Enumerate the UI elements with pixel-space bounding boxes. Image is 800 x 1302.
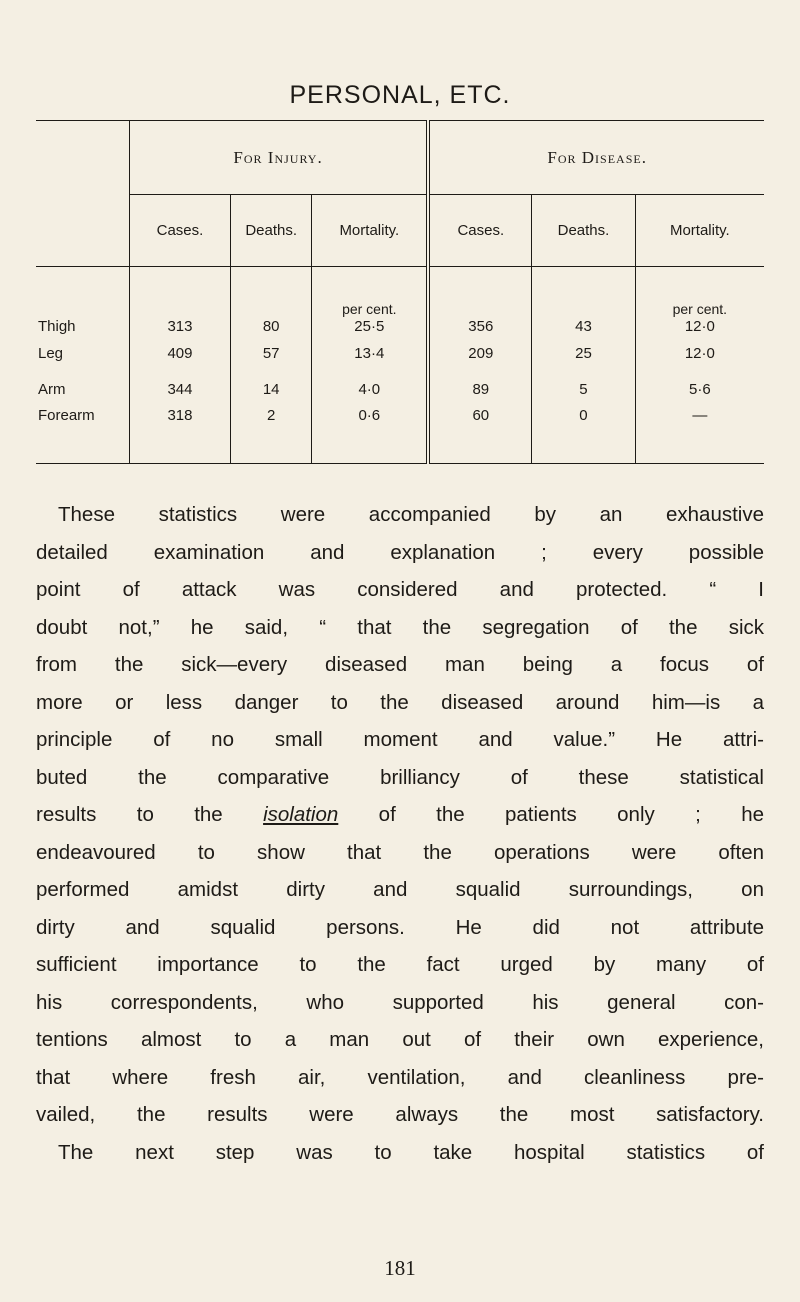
injury-cases-cell: 318 — [129, 407, 230, 464]
row-label: Forearm — [36, 407, 129, 464]
italic-emphasis: isolation — [263, 803, 339, 826]
group-header-disease: For Disease. — [428, 121, 764, 195]
col-header-disease-deaths: Deaths. — [532, 195, 635, 267]
text-line — [36, 796, 764, 834]
disease-cases-cell: 60 — [428, 407, 531, 464]
table-row — [36, 267, 764, 336]
injury-deaths-cell: 14 — [231, 371, 312, 407]
injury-deaths-cell: 2 — [231, 407, 312, 464]
body-paragraph — [36, 496, 764, 1171]
running-head: PERSONAL, ETC. — [289, 81, 511, 109]
text-line: The next step was to take hospital statistics of — [58, 1140, 764, 1164]
text-line: more or less danger to the diseased around him—is a — [36, 690, 764, 714]
row-label: Leg — [38, 344, 64, 362]
disease-cases-cell: 356 — [428, 267, 531, 336]
disease-deaths-cell: 5 — [532, 371, 635, 407]
text-line: point of attack was considered and protected. “ I — [36, 578, 764, 601]
disease-deaths-cell: 25 — [532, 335, 635, 371]
text-line: that where fresh air, ventilation, and cleanliness pre- — [36, 1065, 764, 1089]
injury-cases-cell: 313 — [129, 267, 230, 336]
disease-cases-cell: 89 — [428, 371, 531, 407]
injury-mortality-cell: 13·4 — [312, 335, 429, 371]
col-header-disease-cases: Cases. — [428, 195, 531, 267]
col-header-injury-deaths: Deaths. — [231, 195, 312, 267]
injury-mortality-cell: 4·0 — [312, 371, 429, 407]
text-line: performed amidst dirty and squalid surroundings, on — [36, 878, 764, 901]
row-label: Arm — [38, 380, 66, 398]
row-label: Thigh — [38, 318, 76, 335]
stub-header-cell — [36, 121, 129, 195]
text-line: vailed, the results were always the most satisfactory. — [36, 1103, 764, 1126]
injury-mortality-cell: 0·6 — [312, 407, 429, 464]
col-header-disease-mortality: Mortality. — [635, 195, 764, 267]
page-number: 181 — [384, 1256, 416, 1280]
unit-label: per cent. — [672, 301, 728, 317]
disease-mortality-cell: 12·0 — [684, 344, 715, 362]
table-row — [36, 335, 764, 371]
stub-header-cell — [36, 195, 129, 267]
injury-mortality-value: 25·5 — [354, 318, 385, 335]
text-line: his correspondents, who supported his general con- — [36, 990, 764, 1014]
text-line: from the sick—every diseased man being a focus of — [36, 653, 764, 676]
text-line: These statistics were accompanied by an exhaustive — [58, 503, 764, 526]
disease-mortality-cell: 5·6 — [688, 380, 711, 398]
disease-deaths-cell: 0 — [532, 407, 635, 464]
text-line: doubt not,” he said, “ that the segregation of the sick — [36, 615, 764, 639]
disease-mortality-value: 12·0 — [684, 318, 715, 335]
text-line: endeavoured to show that the operations were often — [36, 840, 764, 864]
text-line: buted the comparative brilliancy of these statistical — [36, 765, 764, 789]
group-header-injury: For Injury. — [129, 121, 428, 195]
injury-deaths-cell: 80 — [231, 267, 312, 336]
unit-label: per cent. — [342, 301, 397, 317]
table-row — [36, 407, 764, 464]
text-segment: of the patients only ; he — [378, 803, 764, 826]
injury-cases-cell: 409 — [129, 335, 230, 371]
text-line: principle of no small moment and value.” He attri- — [36, 728, 764, 751]
text-line: detailed examination and explanation ; every possible — [36, 540, 764, 564]
disease-cases-cell: 209 — [428, 335, 531, 371]
disease-mortality-cell: — — [635, 407, 764, 464]
text-segment: results to the — [36, 803, 223, 826]
injury-cases-cell: 344 — [129, 371, 230, 407]
text-line: dirty and squalid persons. He did not attribute — [36, 915, 764, 939]
disease-deaths-cell: 43 — [532, 267, 635, 336]
text-line: tentions almost to a man out of their own experience, — [36, 1028, 764, 1051]
text-line: sufficient importance to the fact urged by many of — [36, 953, 764, 976]
col-header-injury-mortality: Mortality. — [312, 195, 429, 267]
disease-mortality-cell — [635, 267, 764, 336]
table-row — [36, 371, 764, 407]
col-header-injury-cases: Cases. — [129, 195, 230, 267]
statistics-table — [36, 120, 764, 464]
injury-mortality-cell — [312, 267, 429, 336]
injury-deaths-cell: 57 — [231, 335, 312, 371]
